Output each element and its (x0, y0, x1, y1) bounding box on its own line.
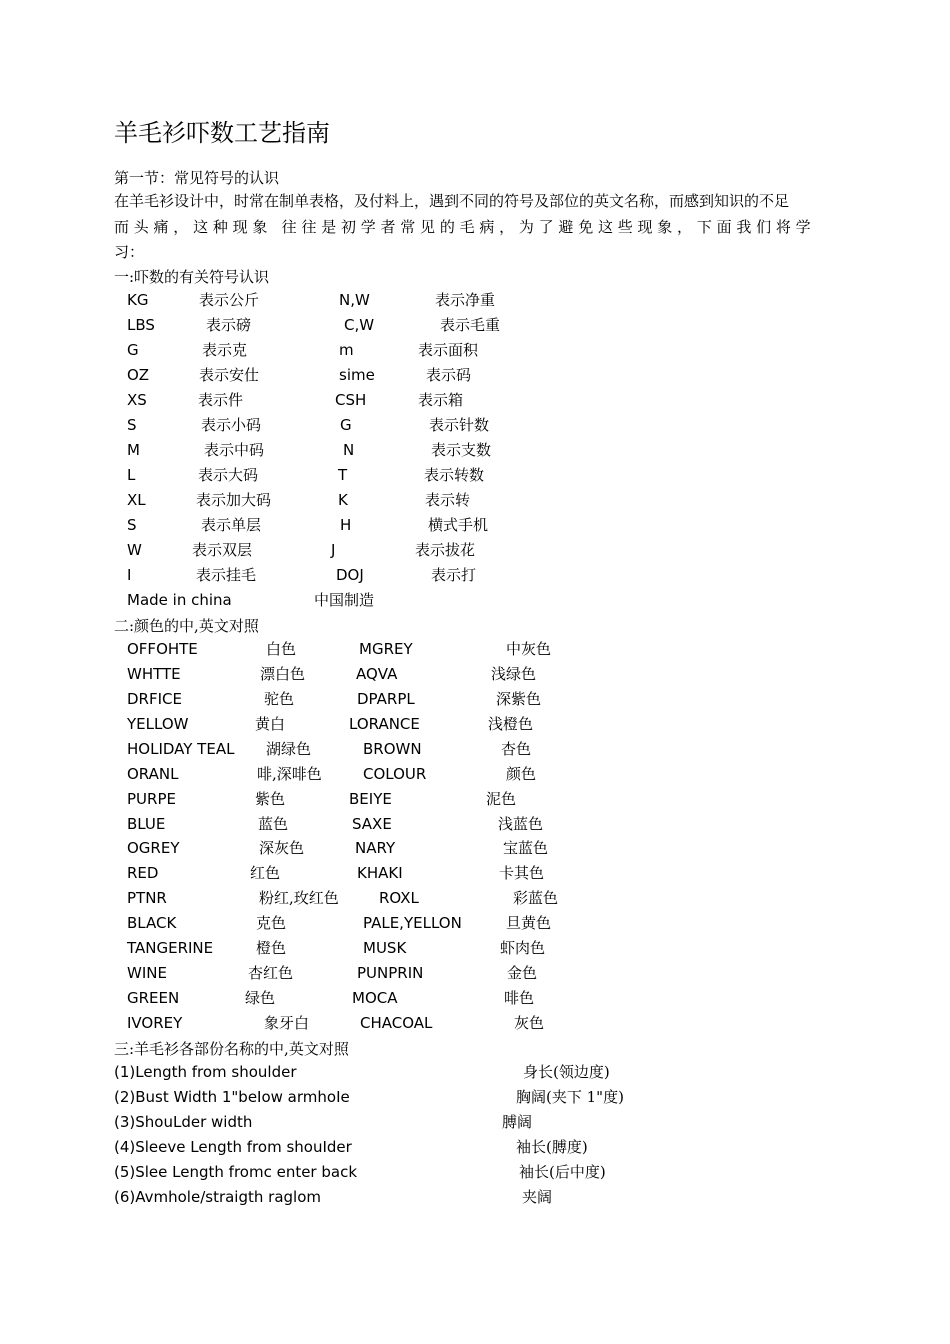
color-en: YELLOW (127, 715, 189, 733)
symbol-desc: 表示面积 (418, 341, 479, 359)
symbol-desc: 表示净重 (435, 291, 496, 309)
part1-heading: 一:吓数的有关符号认识 (114, 268, 270, 286)
color-cn: 旦黄色 (506, 914, 552, 932)
color-en: MGREY (359, 640, 413, 658)
color-en: PUNPRIN (357, 964, 424, 982)
color-en: CHACOAL (360, 1014, 433, 1032)
color-cn: 湖绿色 (266, 740, 312, 758)
part-en: (2)Bust Width 1"beIow armhoIe (114, 1088, 350, 1106)
color-en: GREEN (127, 989, 180, 1007)
color-en: MUSK (363, 939, 407, 957)
symbol-code: M (127, 441, 140, 459)
symbol-desc: 表示毛重 (440, 316, 501, 334)
color-cn: 驼色 (264, 690, 295, 708)
color-en: OFFOHTE (127, 640, 198, 658)
symbol-desc: 表示打 (431, 566, 477, 584)
color-en: SAXE (352, 815, 392, 833)
color-cn: 红色 (250, 864, 281, 882)
symbol-desc: 表示磅 (206, 316, 252, 334)
color-en: BLACK (127, 914, 177, 932)
symbol-code: G (340, 416, 352, 434)
part-cn: 胸阔(夹下 1"度) (516, 1088, 624, 1106)
symbol-code: N,W (339, 291, 370, 309)
color-en: PALE,YELLON (363, 914, 462, 932)
color-cn: 彩蓝色 (513, 889, 559, 907)
color-cn: 卡其色 (499, 864, 545, 882)
symbol-code: m (339, 341, 354, 359)
symbol-code: H (340, 516, 352, 534)
color-en: ROXL (379, 889, 419, 907)
intro-line-1: 在羊毛衫设计中，时常在制单表格，及付料上，遇到不同的符号及部位的英文名称，而感到知识的不足 (114, 192, 790, 210)
symbol-code: S (127, 516, 137, 534)
symbol-desc: 表示挂毛 (196, 566, 257, 584)
color-cn: 绿色 (245, 989, 276, 1007)
symbol-code: I (127, 566, 132, 584)
color-en: RED (127, 864, 159, 882)
color-cn: 杏色 (501, 740, 532, 758)
color-cn: 蓝色 (258, 815, 289, 833)
symbol-code: XL (127, 491, 146, 509)
part-cn: 膊阔 (502, 1113, 533, 1131)
color-en: MOCA (352, 989, 398, 1007)
color-cn: 虾肉色 (500, 939, 546, 957)
color-en: BEIYE (349, 790, 392, 808)
section-heading: 第一节：常见符号的认识 (114, 169, 280, 187)
color-cn: 白色 (266, 640, 297, 658)
color-cn: 浅蓝色 (498, 815, 544, 833)
symbol-desc: 表示中码 (204, 441, 265, 459)
color-en: WINE (127, 964, 167, 982)
color-cn: 深紫色 (496, 690, 542, 708)
intro-line-2: 而 头 痛 ， 这 种 现 象 往 往 是 初 学 者 常 见 的 毛 病 ， 为 了 避 免 这 些 现 象 ， 下 面 我 们 将 学 (114, 218, 811, 236)
symbol-code: LBS (127, 316, 155, 334)
symbol-desc: 表示拔花 (415, 541, 476, 559)
color-cn: 颜色 (506, 765, 537, 783)
symbol-code: XS (127, 391, 147, 409)
symbol-code: DOJ (336, 566, 364, 584)
color-cn: 橙色 (256, 939, 287, 957)
part-cn: 袖长(膊度) (516, 1138, 588, 1156)
symbol-code: W (127, 541, 142, 559)
color-cn: 浅橙色 (488, 715, 534, 733)
color-cn: 泥色 (486, 790, 517, 808)
color-cn: 灰色 (514, 1014, 545, 1032)
color-en: LORANCE (349, 715, 420, 733)
color-cn: 啡,深啡色 (257, 765, 322, 783)
color-en: HOLIDAY TEAL (127, 740, 235, 758)
color-cn: 粉红,玫红色 (259, 889, 339, 907)
part-cn: 身长(领边度) (523, 1063, 610, 1081)
color-en: AQVA (356, 665, 398, 683)
symbol-desc: 横式手机 (428, 516, 489, 534)
made-in-label: Made in china (127, 591, 232, 609)
color-cn: 中灰色 (506, 640, 552, 658)
made-in-translation: 中国制造 (314, 591, 375, 609)
symbol-desc: 表示公斤 (199, 291, 260, 309)
color-cn: 宝蓝色 (503, 839, 549, 857)
part-en: (6)Avmhole/straigth raglom (114, 1188, 321, 1206)
symbol-code: L (127, 466, 136, 484)
symbol-desc: 表示箱 (418, 391, 464, 409)
symbol-code: T (338, 466, 348, 484)
symbol-desc: 表示大码 (198, 466, 259, 484)
symbol-desc: 表示转 (425, 491, 471, 509)
color-en: TANGERINE (127, 939, 214, 957)
color-en: DRFICE (127, 690, 182, 708)
symbol-code: K (338, 491, 348, 509)
color-cn: 克色 (256, 914, 287, 932)
color-cn: 紫色 (255, 790, 286, 808)
symbol-desc: 表示双层 (192, 541, 253, 559)
symbol-code: KG (127, 291, 149, 309)
symbol-desc: 表示件 (198, 391, 244, 409)
color-en: IVOREY (127, 1014, 183, 1032)
part-en: (3)ShouLder width (114, 1113, 253, 1131)
symbol-code: G (127, 341, 139, 359)
symbol-code: S (127, 416, 137, 434)
color-en: WHTTE (127, 665, 181, 683)
part-en: (4)Sleeve Length from shouIder (114, 1138, 352, 1156)
symbol-code: CSH (335, 391, 367, 409)
color-cn: 浅绿色 (491, 665, 537, 683)
color-en: DPARPL (357, 690, 415, 708)
part3-heading: 三:羊毛衫各部份名称的中,英文对照 (114, 1040, 349, 1058)
intro-line-3: 习： (114, 243, 145, 261)
symbol-code: J (331, 541, 336, 559)
color-cn: 金色 (507, 964, 538, 982)
color-en: BLUE (127, 815, 166, 833)
color-en: PURPE (127, 790, 176, 808)
part-cn: 夹阔 (522, 1188, 553, 1206)
symbol-desc: 表示针数 (429, 416, 490, 434)
symbol-desc: 表示加大码 (196, 491, 272, 509)
part-cn: 袖长(后中度) (519, 1163, 606, 1181)
symbol-desc: 表示码 (426, 366, 472, 384)
color-en: ORANL (127, 765, 179, 783)
color-en: COLOUR (363, 765, 427, 783)
part2-heading: 二:颜色的中,英文对照 (114, 617, 259, 635)
symbol-code: OZ (127, 366, 150, 384)
symbol-code: sime (339, 366, 375, 384)
part-en: (1)Length from shoulder (114, 1063, 297, 1081)
symbol-desc: 表示转数 (424, 466, 485, 484)
symbol-code: N (343, 441, 355, 459)
color-en: PTNR (127, 889, 167, 907)
color-cn: 深灰色 (259, 839, 305, 857)
color-cn: 漂白色 (260, 665, 306, 683)
symbol-code: C,W (344, 316, 375, 334)
symbol-desc: 表示支数 (431, 441, 492, 459)
color-cn: 杏红色 (248, 964, 294, 982)
color-cn: 黄白 (255, 715, 286, 733)
document-title: 羊毛衫吓数工艺指南 (114, 119, 330, 147)
symbol-desc: 表示小码 (201, 416, 262, 434)
symbol-desc: 表示克 (202, 341, 248, 359)
color-en: BROWN (363, 740, 422, 758)
symbol-desc: 表示安仕 (199, 366, 260, 384)
color-en: KHAKI (357, 864, 403, 882)
color-cn: 啡色 (504, 989, 535, 1007)
color-cn: 象牙白 (264, 1014, 310, 1032)
part-en: (5)Slee Length fromc enter back (114, 1163, 358, 1181)
color-en: OGREY (127, 839, 180, 857)
symbol-desc: 表示单层 (201, 516, 262, 534)
color-en: NARY (355, 839, 396, 857)
